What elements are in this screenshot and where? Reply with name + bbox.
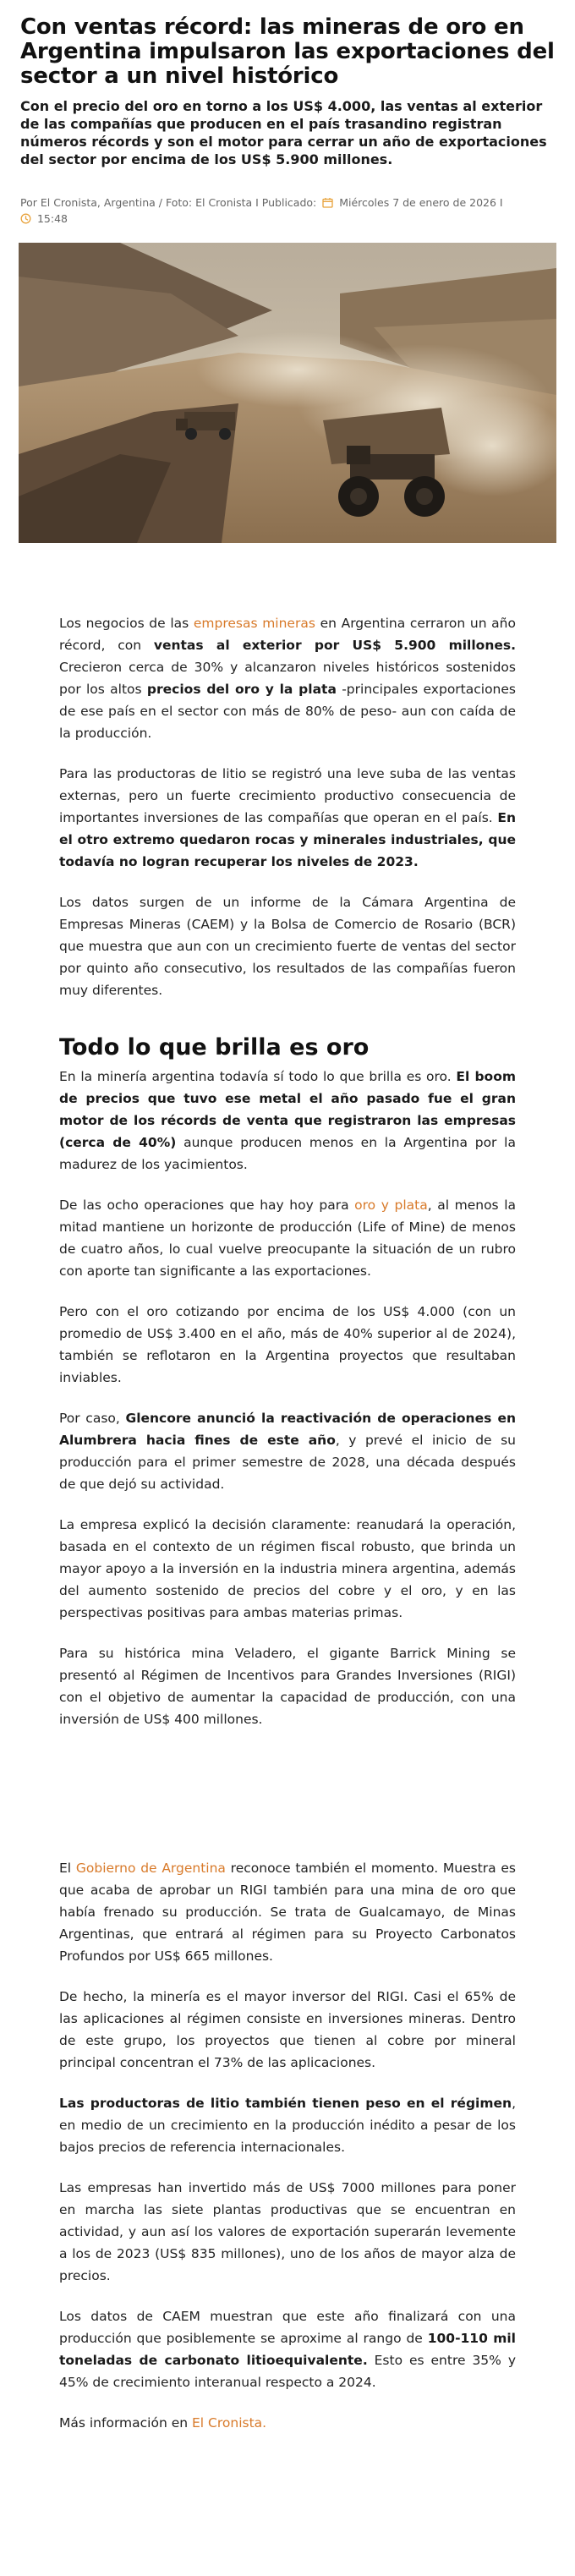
text: Crecieron cerca de 30% y alcanzaron niveles históricos sostenidos por los altos — [59, 660, 516, 697]
bold-text: ventas al exterior por US$ 5.900 millones. — [153, 638, 516, 653]
link-gobierno-de-argentina[interactable]: Gobierno de Argentina — [75, 1861, 226, 1876]
paragraph-6: Pero con el oro cotizando por encima de los US$ 4.000 (con un promedio de US$ 3.400 en el año, más de 40% superior al de 2024), también se reflotaron en la Argentina proyectos que resultaban inviables. — [59, 1304, 516, 1385]
bold-text: El boom de precios que tuvo ese metal el año pasado fue el gran motor de los récords de venta que registraron las empresas (cerca de 40%) — [59, 1069, 516, 1150]
paragraph-13: Las empresas han invertido más de US$ 7000 millones para poner en marcha las siete plantas productivas que se encuentran en actividad, y aun así los valores de exportación superarán levemente a los de 2023 (US$ 835 millones), uno de los años de mayor alza de precios. — [59, 2180, 516, 2283]
paragraph-1 — [59, 612, 516, 744]
clock-icon — [20, 213, 31, 227]
text: Los datos de CAEM muestran que este año finalizará con una producción que posiblemente se aproxime al rango de — [59, 2309, 516, 2346]
text: Por caso, — [59, 1411, 126, 1426]
text: En la minería argentina todavía sí todo lo que brilla es oro. — [59, 1069, 457, 1084]
article-title: Con ventas récord: las mineras de oro en Argentina impulsaron las exportaciones del sector a un nivel histórico — [20, 14, 555, 89]
bold-text: Glencore anunció la reactivación de operaciones en Alumbrera hacia fines de este año — [59, 1411, 516, 1448]
text: Más información en — [59, 2415, 192, 2431]
text: Esto es entre 35% y 45% de crecimiento interanual respecto a 2024. — [59, 2353, 516, 2390]
byline-author: Por El Cronista, Argentina / Foto: El Cronista I Publicado: — [20, 196, 317, 209]
paragraph-5 — [59, 1194, 516, 1282]
link-oro-y-plata[interactable]: oro y plata — [354, 1198, 428, 1213]
article-subtitle: Con el precio del oro en torno a los US$ 4.000, las ventas al exterior de las compañías que producen en el país trasandino registran números récords y son el motor para cerrar un año de exportaciones del sector por encima de los US$ 5.900 millones. — [20, 98, 547, 167]
text: , en medio de un crecimiento en la producción inédito a pesar de los bajos precios de referencia internacionales. — [59, 2096, 516, 2155]
text: Los negocios de las — [59, 616, 194, 631]
ad-spacer — [59, 1749, 516, 1857]
article-body — [0, 543, 575, 2434]
text: aunque producen menos en la Argentina por la madurez de los yacimientos. — [59, 1135, 516, 1172]
paragraph-10 — [59, 1857, 516, 1967]
link-el-cronista[interactable]: El Cronista. — [192, 2415, 267, 2431]
bold-text: precios del oro y la plata — [146, 682, 337, 697]
section-heading: Todo lo que brilla es oro — [59, 1034, 370, 1061]
article-header — [0, 0, 575, 227]
byline-date: Miércoles 7 de enero de 2026 I — [339, 196, 503, 209]
paragraph-11: De hecho, la minería es el mayor inversor del RIGI. Casi el 65% de las aplicaciones al régimen consiste en inversiones mineras. Dentro de este grupo, los proyectos que tienen al cobre por mineral principal concentran el 73% de las aplicaciones. — [59, 1989, 516, 2070]
paragraph-8: La empresa explicó la decisión claramente: reanudará la operación, basada en el contexto de un régimen fiscal robusto, que brinda un mayor apoyo a la inversión en la industria minera argentina, además del aumento sostenido de precios del cobre y el oro, y en las perspectivas positivas para ambas materias primas. — [59, 1517, 516, 1620]
text: Para las productoras de litio se registró una leve suba de las ventas externas, pero un fuerte crecimiento productivo consecuencia de importantes inversiones de las compañías que operan en el país. — [59, 766, 516, 825]
bold-text: Las productoras de litio también tienen peso en el régimen — [59, 2096, 512, 2111]
paragraph-14 — [59, 2305, 516, 2393]
bold-text: En el otro extremo quedaron rocas y minerales industriales, que todavía no logran recuperar los niveles de 2023. — [59, 810, 516, 869]
link-empresas-mineras[interactable]: empresas mineras — [193, 616, 315, 631]
paragraph-2 — [59, 763, 516, 873]
paragraph-15 — [59, 2412, 516, 2434]
text: -principales exportaciones de ese país en el sector con más de 80% de peso- aun con caída de la producción. — [59, 682, 516, 741]
byline-time: 15:48 — [36, 212, 68, 225]
paragraph-4 — [59, 1066, 516, 1176]
text: en Argentina cerraron un año récord, con — [59, 616, 516, 653]
paragraph-3: Los datos surgen de un informe de la Cámara Argentina de Empresas Mineras (CAEM) y la Bolsa de Comercio de Rosario (BCR) que muestra que aun con un crecimiento fuerte de ventas del sector por quinto año consecutivo, los resultados de las compañías fueron muy diferentes. — [59, 895, 516, 998]
calendar-icon — [322, 197, 333, 211]
text: , y prevé el inicio de su producción para el primer semestre de 2028, una década después de que dejó su actividad. — [59, 1433, 516, 1492]
text: reconoce también el momento. Muestra es que acaba de aprobar un RIGI también para una mina de oro que había frenado su producción. Se trata de Gualcamayo, de Minas Argentinas, que entrará al régimen para su Proyecto Carbonatos Profundos por US$ 665 millones. — [59, 1861, 516, 1964]
text: El — [59, 1861, 76, 1876]
paragraph-7 — [59, 1407, 516, 1495]
text: De las ocho operaciones que hay hoy para — [59, 1198, 355, 1213]
paragraph-12 — [59, 2092, 516, 2158]
bold-text: 100-110 mil toneladas de carbonato litioequivalente. — [59, 2331, 516, 2368]
text: , al menos la mitad mantiene un horizonte de producción (Life of Mine) de menos de cuatro años, lo cual vuelve preocupante la situación de un rubro con aporte tan significante a las exportaciones. — [59, 1198, 517, 1279]
hero-image — [19, 243, 556, 543]
paragraph-9: Para su histórica mina Veladero, el gigante Barrick Mining se presentó al Régimen de Incentivos para Grandes Inversiones (RIGI) con el objetivo de aumentar la capacidad de producción, con una inversión de US$ 400 millones. — [59, 1646, 516, 1727]
byline — [20, 195, 555, 227]
